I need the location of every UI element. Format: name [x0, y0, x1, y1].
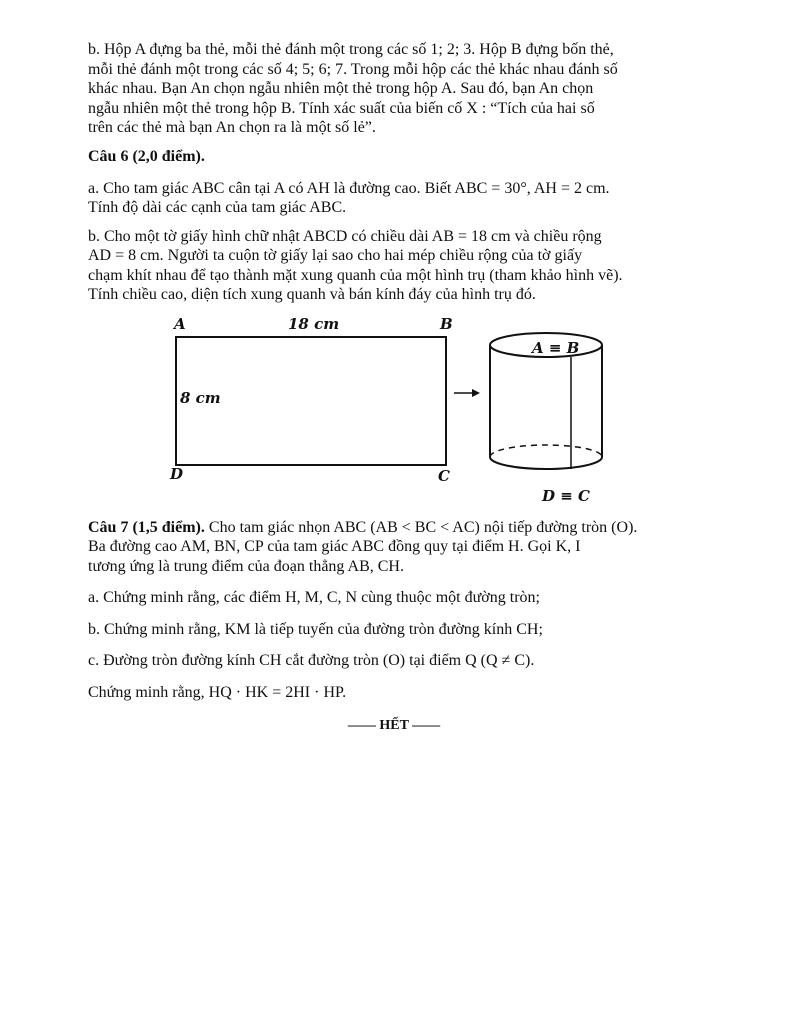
label-c: C [438, 466, 450, 485]
cylinder-bottom-back [490, 445, 602, 457]
end-marker: —— HẾT —— [347, 718, 441, 733]
exam-page [88, 40, 700, 748]
q7-line-2: Ba đường cao AM, BN, CP của tam giác ABC đồng quy tại điểm H. Gọi K, I [88, 538, 581, 555]
question-6a [88, 179, 700, 218]
q7-line-1 [88, 518, 700, 538]
arrow-icon [472, 389, 480, 397]
question-7 [88, 518, 700, 703]
q7-intro-1: Cho tam giác nhọn ABC (AB < BC < AC) nội tiếp đường tròn (O). [204, 518, 638, 536]
q6a-line-2: Tính độ dài các cạnh của tam giác ABC. [88, 199, 347, 216]
label-length: 18 cm [288, 314, 340, 333]
q6b-line-2: AD = 8 cm. Người ta cuộn tờ giấy lại sao cho hai mép chiều rộng của tờ giấy [88, 247, 583, 264]
label-d: D [170, 464, 184, 483]
label-a: A [174, 314, 186, 333]
paper-cylinder-figure [88, 314, 700, 509]
question-5b [88, 40, 700, 138]
q6b-line-1: b. Cho một tờ giấy hình chữ nhật ABCD có chiều dài AB = 18 cm và chiều rộng [88, 227, 602, 245]
label-bottom: D ≡ C [542, 486, 590, 505]
q6b-line-3: chạm khít nhau để tạo thành mặt xung quanh của một hình trụ (tham khảo hình vẽ). [88, 266, 623, 284]
q6-heading: Câu 6 (2,0 điểm). [88, 147, 205, 165]
label-b: B [440, 314, 453, 333]
q7c-2: Chứng minh rằng, HQ · HK = 2HI · HP. [88, 683, 347, 701]
q6a-line-1: a. Cho tam giác ABC cân tại A có AH là đường cao. Biết ABC = 30°, AH = 2 cm. [88, 179, 610, 197]
label-width: 8 cm [180, 388, 221, 407]
q7b: b. Chứng minh rằng, KM là tiếp tuyến của đường tròn đường kính CH; [88, 620, 543, 638]
q7-line-3: tương ứng là trung điểm của đoạn thẳng AB, CH. [88, 557, 404, 575]
cylinder-bottom-front [490, 457, 602, 469]
q5b-line-2: mỗi thẻ đánh một trong các số 4; 5; 6; 7. Trong mỗi hộp các thẻ khác nhau đánh số [88, 60, 618, 78]
question-6b [88, 227, 700, 305]
q7-heading: Câu 7 (1,5 điểm). [88, 518, 205, 536]
q5b-line-4: ngẫu nhiên một thẻ trong hộp B. Tính xác suất của biến cố X : “Tích của hai số [88, 99, 595, 117]
q7a: a. Chứng minh rằng, các điểm H, M, C, N cùng thuộc một đường tròn; [88, 589, 540, 606]
q5b-line-3: khác nhau. Bạn An chọn ngẫu nhiên một thẻ trong hộp A. Sau đó, bạn An chọn [88, 80, 594, 97]
q5b-line-1: b. Hộp A đựng ba thẻ, mỗi thẻ đánh một trong các số 1; 2; 3. Hộp B đựng bốn thẻ, [88, 41, 614, 58]
q6b-line-4: Tính chiều cao, diện tích xung quanh và bán kính đáy của hình trụ đó. [88, 286, 536, 303]
q5b-line-5: trên các thẻ mà bạn An chọn ra là một số lẻ”. [88, 119, 376, 136]
label-top: A ≡ B [532, 338, 580, 357]
q7c: c. Đường tròn đường kính CH cắt đường tròn (O) tại điểm Q (Q ≠ C). [88, 652, 535, 669]
